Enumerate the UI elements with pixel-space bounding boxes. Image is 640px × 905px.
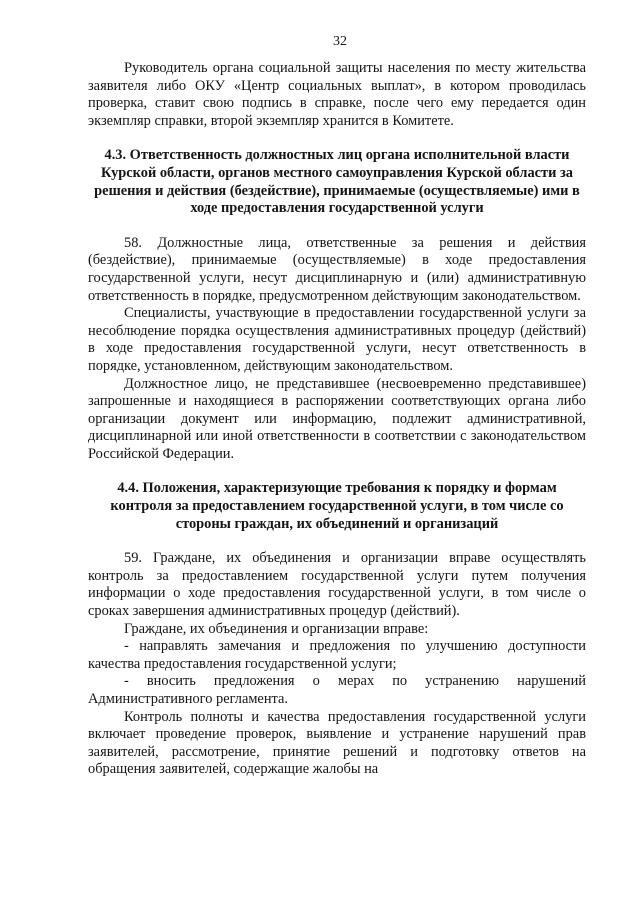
paragraph-rights-intro: Граждане, их объединения и организации вправе: xyxy=(124,620,429,637)
paragraph-official: Должностное лицо, не представившее (несвоевременно представившее) запрошенные и находящиеся в распоряжении соответствующих органа либо организации документ или информацию, подлежит административной, дисциплинарной или иной ответственности в соответствии с законодательством Российской Федерации. xyxy=(88,375,586,462)
paragraph-58: 58. Должностные лица, ответственные за решения и действия (бездействие), принимаемые (осуществляемые) в ходе предоставления государственной услуги, несут дисциплинарную и (или) административную ответственность в порядке, предусмотренном действующим законодательством. xyxy=(88,234,586,304)
paragraph-59: 59. Граждане, их объединения и организации вправе осуществлять контроль за предоставлением государственной услуги путем получения информации о ходе предоставления государственной услуги, в том числе о сроках завершения административных процедур (действий). xyxy=(88,550,586,620)
list-item-remarks: - направлять замечания и предложения по улучшению доступности качества предоставления государственной услуги; xyxy=(88,638,586,672)
section-4-3-heading: 4.3. Ответственность должностных лиц органа исполнительной власти Курской области, органов местного самоуправления Курской области за решения и действия (бездействие), принимаемые (осуществляемые) ими в ходе предоставления государственной услуги xyxy=(94,147,580,217)
paragraph-control: Контроль полноты и качества предоставления государственной услуги включает проведение проверок, выявление и устранение нарушений прав заявителей, рассмотрение, принятие решений и подготовку ответов на обращения заявителей, содержащие жалобы на xyxy=(88,708,586,778)
section-4-4-heading: 4.4. Положения, характеризующие требования к порядку и формам контроля за предоставлением государственной услуги, в том числе со стороны граждан, их объединений и организаций xyxy=(110,480,564,532)
list-item-proposals: - вносить предложения о мерах по устранению нарушений Административного регламента. xyxy=(88,673,586,707)
intro-paragraph: Руководитель органа социальной защиты населения по месту жительства заявителя либо ОКУ «Центр социальных выплат», в котором проводилась проверка, ставит свою подпись в справке, после чего ему передается один экземпляр справки, второй экземпляр хранится в Комитете. xyxy=(88,60,586,129)
page-number: 32 xyxy=(333,34,347,49)
paragraph-specialists: Специалисты, участвующие в предоставлении государственной услуги за несоблюдение порядка осуществления административных процедур (действий) в ходе предоставления государственной услуги, несут ответственность в порядке, установленном, действующим законодательством. xyxy=(88,305,586,374)
